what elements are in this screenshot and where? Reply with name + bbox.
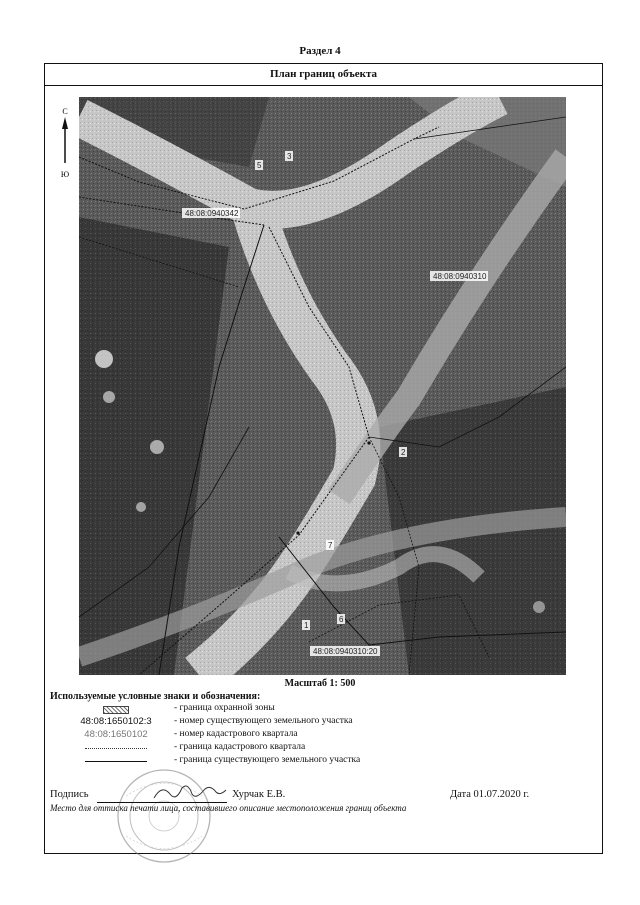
svg-text:48:08:0940310: 48:08:0940310	[433, 272, 487, 281]
svg-text:3: 3	[287, 152, 292, 161]
map-label-0940342	[182, 208, 240, 218]
legend-row-parcel-number	[60, 716, 480, 728]
legend-text: - номер кадастрового квартала	[174, 729, 298, 739]
legend-text: - граница кадастрового квартала	[174, 742, 306, 752]
legend-dotted-line-symbol	[60, 742, 172, 754]
svg-text:5: 5	[257, 161, 262, 170]
signature-date: Дата 01.07.2020 г.	[450, 789, 530, 800]
legend-hatch-symbol	[60, 703, 172, 715]
signature-label: Подпись	[50, 789, 89, 800]
stamp-place-note: Место для оттиска печати лица, составившего описание местоположения границ объекта	[50, 803, 407, 813]
svg-text:48:08:0940310:20: 48:08:0940310:20	[313, 647, 378, 656]
compass-north-label: С	[62, 107, 68, 116]
map-scale: Масштаб 1: 500	[284, 678, 356, 689]
aerial-map	[79, 97, 566, 675]
compass-south-label: Ю	[60, 170, 70, 179]
map-svg	[79, 97, 566, 675]
map-point-2	[399, 447, 407, 457]
legend-row-protection-zone	[60, 703, 480, 715]
map-point-6	[337, 614, 345, 624]
map-label-0940310	[430, 271, 488, 281]
legend-row-quarter-number	[60, 729, 480, 741]
svg-text:48:08:0940342: 48:08:0940342	[185, 209, 239, 218]
svg-text:1: 1	[304, 621, 309, 630]
map-point-3	[285, 151, 293, 161]
plan-title: План границ объекта	[45, 64, 602, 86]
legend-text: - граница охранной зоны	[174, 703, 275, 713]
legend-quarter-number-sample: 48:08:1650102	[84, 729, 148, 740]
legend-row-quarter-boundary	[60, 742, 480, 754]
north-arrow-icon	[56, 105, 74, 180]
handwritten-signature-icon	[150, 780, 230, 804]
legend-parcel-number-sample: 48:08:1650102:3	[80, 716, 152, 727]
map-point-1	[302, 620, 310, 630]
svg-text:7: 7	[328, 541, 333, 550]
svg-text:2: 2	[401, 448, 406, 457]
section-title: Раздел 4	[299, 45, 341, 57]
legend-title: Используемые условные знаки и обозначения:	[50, 691, 261, 702]
legend-text: - граница существующего земельного участка	[174, 755, 361, 765]
signer-name: Хурчак Е.В.	[232, 789, 286, 800]
map-point-5	[255, 160, 263, 170]
svg-text:6: 6	[339, 615, 344, 624]
map-label-0940310-20	[310, 646, 380, 656]
map-point-7	[326, 540, 334, 550]
legend-text: - номер существующего земельного участка	[174, 716, 353, 726]
